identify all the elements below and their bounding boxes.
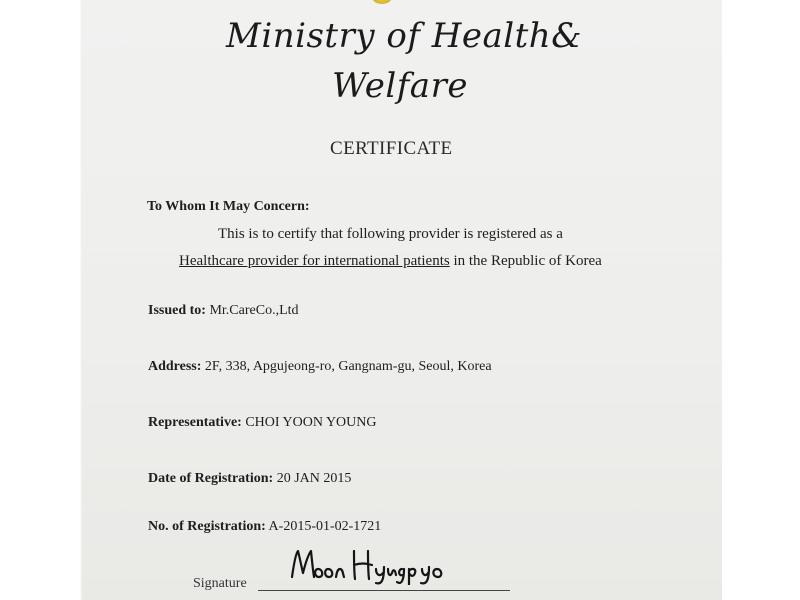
registration-number-label: No. of Registration: — [148, 519, 266, 534]
field-registration-number — [148, 519, 381, 535]
signature-label: Signature — [193, 576, 247, 591]
field-issued-to — [148, 303, 299, 319]
ministry-name-line1: Ministry of Health& — [226, 16, 582, 56]
provider-designation: Healthcare provider for international patients — [179, 253, 450, 269]
certificate-title: CERTIFICATE — [330, 138, 453, 159]
handwritten-signature — [288, 545, 468, 585]
issued-to-label: Issued to: — [148, 303, 206, 318]
signature-line — [258, 590, 510, 591]
certify-statement-country: in the Republic of Korea — [449, 253, 602, 269]
date-value: 20 JAN 2015 — [273, 471, 352, 486]
salutation: To Whom It May Concern: — [147, 199, 310, 214]
address-label: Address: — [148, 359, 202, 374]
address-value: 2F, 338, Apgujeong-ro, Gangnam-gu, Seoul, Korea — [201, 359, 492, 374]
field-date-of-registration — [148, 471, 351, 487]
field-representative — [148, 415, 377, 431]
issued-to-value: Mr.CareCo.,Ltd — [205, 303, 299, 318]
representative-label: Representative: — [148, 415, 242, 430]
field-address — [148, 359, 492, 375]
date-label: Date of Registration: — [148, 471, 274, 486]
certify-statement-line1: This is to certify that following provider is registered as a — [218, 226, 563, 242]
representative-value: CHOI YOON YOUNG — [241, 415, 377, 430]
registration-number-value: A-2015-01-02-1721 — [265, 519, 382, 534]
ministry-name-line2: Welfare — [332, 66, 468, 106]
certify-statement-line2 — [179, 253, 602, 270]
